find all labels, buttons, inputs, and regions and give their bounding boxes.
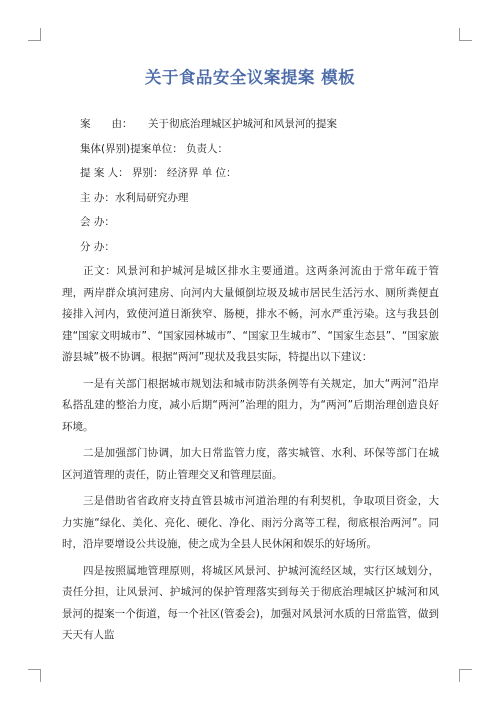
document-title: 关于食品安全议案提案 模板 [144, 68, 356, 87]
co-host-field: 会 办： [80, 216, 115, 228]
distribution-field: 分 办： [80, 241, 115, 253]
body-text [62, 261, 439, 647]
crop-mark-bottom-right [459, 669, 472, 682]
body-paragraph: 正文：风景河和护城河是城区排水主要通道。这两条河流由于常年疏于管理，两岸群众填河建房、向河内大量倾倒垃圾及城市居民生活污水、厕所粪便直接排入河内，致使河道日渐狭窄、肠梗，排水不畅，河水严重污染。这与我县创建“国家文明城市”、“国家园林城市”、“国家卫生城市”、“国家生态县”、“国家旅游县城”极不协调。根据“两河”现状及我县实际，特提出以下建议： [62, 265, 439, 363]
body-paragraph: 二是加强部门协调，加大日常监管力度，落实城管、水利、环保等部门在城区河道管理的责任，防止管理交叉和管理层面。 [62, 447, 439, 481]
host-field: 主 办：水利局研究办理 [80, 192, 189, 204]
body-paragraph: 一是有关部门根据城市规划法和城市防洪条例等有关规定，加大“两河”沿岸私搭乱建的整治力度，减小后期“两河”治理的阻力，为“两河”后期治理创造良好环境。 [62, 377, 439, 433]
crop-mark-bottom-left [28, 669, 41, 682]
group-proposer-field: 集体(界别)提案单位： 负责人： [80, 143, 229, 155]
subject-field [80, 116, 337, 131]
subject-value: 关于彻底治理城区护城河和风景河的提案 [148, 118, 337, 130]
body-paragraph: 四是按照属地管理原则，将城区风景河、护城河流经区域，实行区域划分，责任分担，让风景河、护城河的保护管理落实到每关于彻底治理城区护城河和风景河的提案一个街道，每一个社区(管委会)，加强对风景河水质的日常监管，做到天天有人监 [62, 564, 439, 641]
proposer-field: 提 案 人： 界别： 经济界 单 位： [80, 167, 237, 179]
crop-mark-top-left [28, 28, 41, 41]
subject-label: 案 由： [80, 118, 133, 130]
crop-mark-top-right [459, 28, 472, 41]
body-paragraph: 三是借助省省政府支持直管县城市河道治理的有利契机，争取项目资金，大力实施“绿化、美化、亮化、硬化、净化、雨污分离等工程，彻底根治两河”。同时，沿岸要增设公共设施，使之成为全县人民休闲和娱乐的好场所。 [62, 495, 439, 550]
